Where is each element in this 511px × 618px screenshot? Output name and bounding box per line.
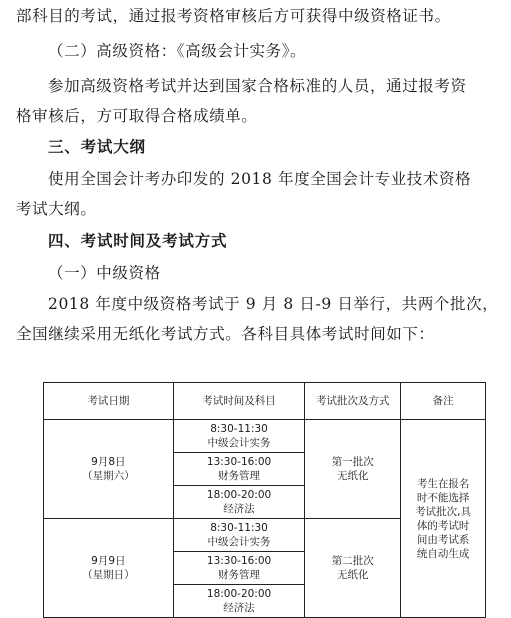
header-remarks: 备注 (401, 383, 486, 420)
session-subject: 经济法 (223, 503, 255, 515)
session-subject: 中级会计实务 (207, 437, 271, 449)
batch-method: 无纸化 (337, 569, 369, 581)
session-time: 18:00-20:00 (206, 588, 272, 600)
remarks-line: 时不能选择 (416, 491, 470, 504)
header-exam-date: 考试日期 (44, 383, 174, 420)
batch-cell (305, 519, 401, 618)
table-row (44, 420, 486, 453)
paragraph-1: 部科目的考试，通过报考资格审核后方可获得中级资格证书。 (16, 7, 451, 25)
session-time: 8:30-11:30 (210, 522, 268, 534)
session-subject: 财务管理 (218, 569, 261, 581)
batch-name: 第一批次 (331, 456, 374, 468)
heading-senior-qualification: （二）高级资格：《高级会计实务》。 (48, 42, 307, 60)
remarks-line: 间由考试系 (416, 533, 470, 546)
weekday-text: （星期六） (82, 470, 135, 482)
date-cell (44, 420, 174, 519)
paragraph-4-line1: 2018 年度中级资格考试于 9 月 8 日-9 日举行，共两个批次， (48, 295, 499, 313)
session-cell (173, 420, 305, 453)
session-cell (173, 552, 305, 585)
header-time-subject: 考试时间及科目 (173, 383, 305, 420)
table-header-row (44, 383, 486, 420)
date-text: 9月8日 (91, 456, 126, 468)
batch-method: 无纸化 (337, 470, 369, 482)
remarks-line: 考试批次,具 (415, 505, 471, 518)
section-heading-syllabus: 三、考试大纲 (48, 138, 146, 156)
weekday-text: （星期日） (82, 569, 135, 581)
date-cell (44, 519, 174, 618)
subheading-intermediate: （一）中级资格 (48, 264, 161, 282)
session-time: 13:30-16:00 (206, 456, 272, 468)
session-time: 8:30-11:30 (210, 423, 268, 435)
session-time: 18:00-20:00 (206, 489, 272, 501)
section-heading-exam-time: 四、考试时间及考试方式 (48, 232, 228, 250)
paragraph-2-line1: 参加高级资格考试并达到国家合格标准的人员，通过报考资 (48, 77, 467, 95)
batch-name: 第二批次 (331, 555, 374, 567)
session-cell (173, 519, 305, 552)
remarks-cell (401, 420, 486, 618)
paragraph-3-line1: 使用全国会计考办印发的 2018 年度全国会计专业技术资格 (48, 170, 472, 188)
session-subject: 经济法 (223, 602, 255, 614)
paragraph-4-line2: 全国继续采用无纸化考试方式。各科目具体考试时间如下： (16, 325, 435, 343)
batch-cell (305, 420, 401, 519)
remarks-line: 统自动生成 (416, 547, 470, 560)
session-subject: 中级会计实务 (207, 536, 271, 548)
paragraph-3-line2: 考试大纲。 (16, 200, 97, 218)
session-cell (173, 453, 305, 486)
paragraph-2-line2: 格审核后，方可取得合格成绩单。 (16, 107, 258, 125)
remarks-line: 考生在报名 (416, 477, 470, 490)
session-cell (173, 486, 305, 519)
header-batch-method: 考试批次及方式 (305, 383, 401, 420)
date-text: 9月9日 (91, 555, 126, 567)
remarks-line: 体的考试时 (416, 519, 470, 532)
exam-schedule-table (43, 382, 486, 618)
session-time: 13:30-16:00 (206, 555, 272, 567)
session-subject: 财务管理 (218, 470, 261, 482)
session-cell (173, 585, 305, 618)
